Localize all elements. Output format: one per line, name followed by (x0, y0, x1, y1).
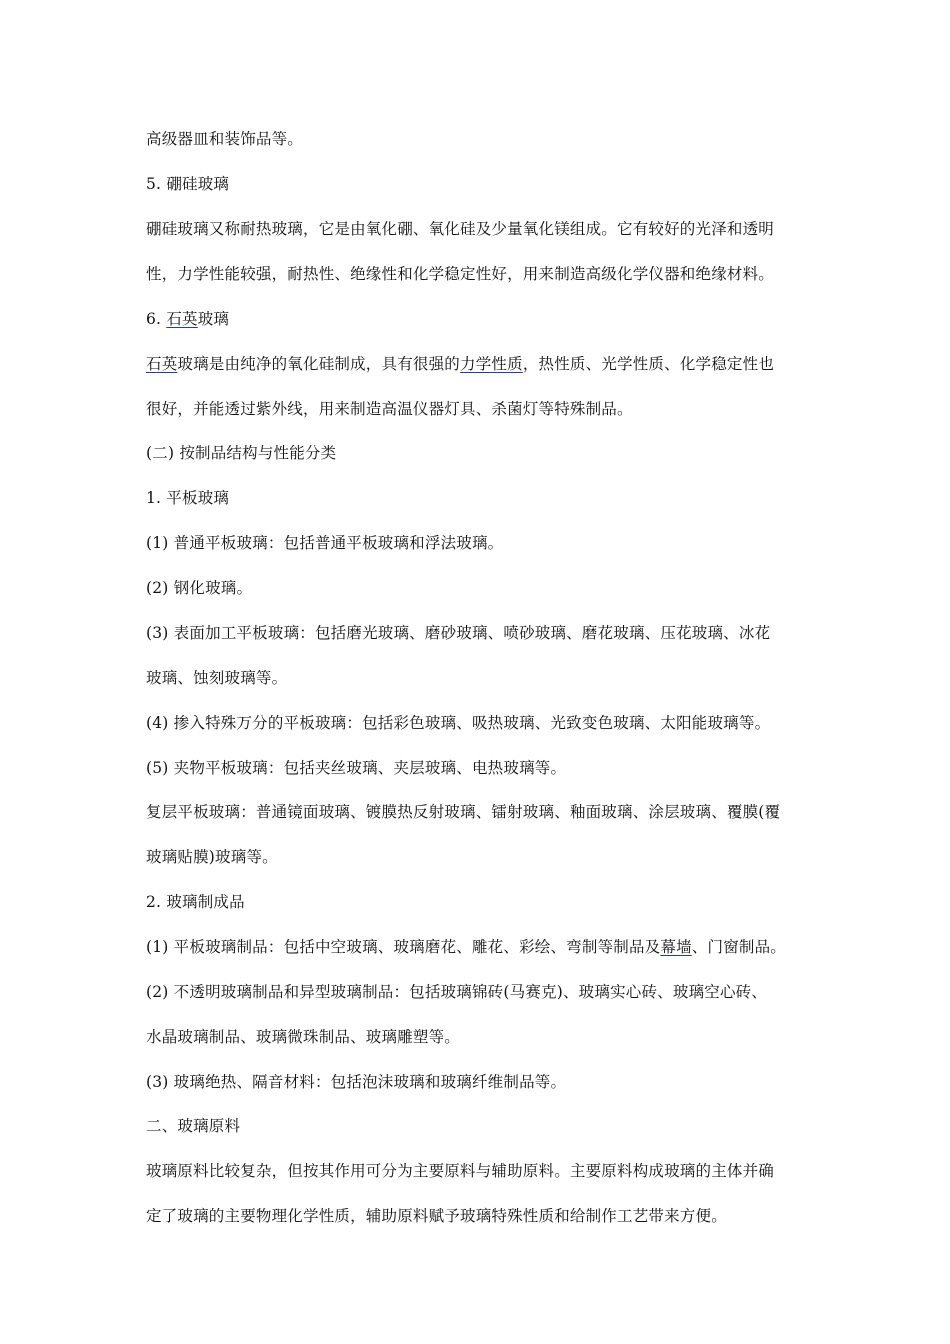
text-segment: (1) 平板玻璃制品：包括中空玻璃、玻璃磨花、雕花、彩绘、弯制等制品及 (146, 938, 661, 956)
list-item: (5) 夹物平板玻璃：包括夹丝玻璃、夹层玻璃、电热玻璃等。 (146, 759, 567, 777)
list-item: (1) 普通平板玻璃：包括普通平板玻璃和浮法玻璃。 (146, 534, 504, 552)
quartz-link[interactable]: 石英 (166, 310, 198, 328)
heading-number: 6. (146, 310, 167, 328)
list-item (146, 937, 786, 957)
section-heading-glass-products: 2. 玻璃制成品 (146, 893, 245, 911)
body-text-line: 很好，并能透过紫外线，用来制造高温仪器灯具、杀菌灯等特殊制品。 (146, 400, 633, 418)
list-item: (3) 玻璃绝热、隔音材料：包括泡沫玻璃和玻璃纤维制品等。 (146, 1073, 567, 1091)
list-item-continuation: 玻璃、蚀刻玻璃等。 (146, 669, 288, 687)
section-heading-by-structure: (二) 按制品结构与性能分类 (146, 444, 337, 462)
text-segment: 、门窗制品。 (691, 938, 786, 956)
mechanical-properties-link[interactable]: 力学性质 (460, 355, 523, 373)
text-segment: 玻璃是由纯净的氧化硅制成，具有很强的 (177, 355, 461, 373)
body-text-line: 玻璃原料比较复杂，但按其作用可分为主要原料与辅助原料。主要原料构成玻璃的主体并确 (146, 1162, 775, 1180)
list-item: (3) 表面加工平板玻璃：包括磨光玻璃、磨砂玻璃、喷砂玻璃、磨花玻璃、压花玻璃、冰花 (146, 624, 771, 642)
body-text-line: 硼硅玻璃又称耐热玻璃，它是由氧化硼、氧化硅及少量氧化镁组成。它有较好的光泽和透明 (146, 220, 775, 238)
body-text-line: 玻璃贴膜)玻璃等。 (146, 848, 278, 866)
list-item: (2) 不透明玻璃制品和异型玻璃制品：包括玻璃锦砖(马赛克)、玻璃实心砖、玻璃空心砖、 (146, 983, 768, 1001)
body-text-line: 高级器皿和装饰品等。 (146, 130, 304, 148)
section-heading-quartz (146, 309, 229, 329)
list-item: (2) 钢化玻璃。 (146, 579, 253, 597)
curtain-wall-link[interactable]: 幕墙 (660, 938, 692, 956)
text-segment: ，热性质、光学性质、化学稳定性也 (522, 355, 775, 373)
heading-text: 玻璃 (197, 310, 230, 328)
section-heading-flat-glass: 1. 平板玻璃 (146, 489, 230, 507)
list-item: (4) 掺入特殊万分的平板玻璃：包括彩色玻璃、吸热玻璃、光致变色玻璃、太阳能玻璃等。 (146, 714, 771, 732)
quartz-link[interactable]: 石英 (146, 355, 178, 373)
body-text-line (146, 354, 774, 374)
section-heading-raw-materials: 二、玻璃原料 (146, 1117, 241, 1135)
body-text-line: 复层平板玻璃：普通镜面玻璃、镀膜热反射玻璃、镭射玻璃、釉面玻璃、涂层玻璃、覆膜(覆 (146, 803, 781, 821)
list-item-continuation: 水晶玻璃制品、玻璃微珠制品、玻璃雕塑等。 (146, 1028, 461, 1046)
body-text-line: 定了玻璃的主要物理化学性质，辅助原料赋予玻璃特殊性质和给制作工艺带来方便。 (146, 1207, 727, 1225)
body-text-line: 性，力学性能较强，耐热性、绝缘性和化学稳定性好，用来制造高级化学仪器和绝缘材料。 (146, 265, 775, 283)
section-heading-borosilicate: 5. 硼硅玻璃 (146, 175, 230, 193)
